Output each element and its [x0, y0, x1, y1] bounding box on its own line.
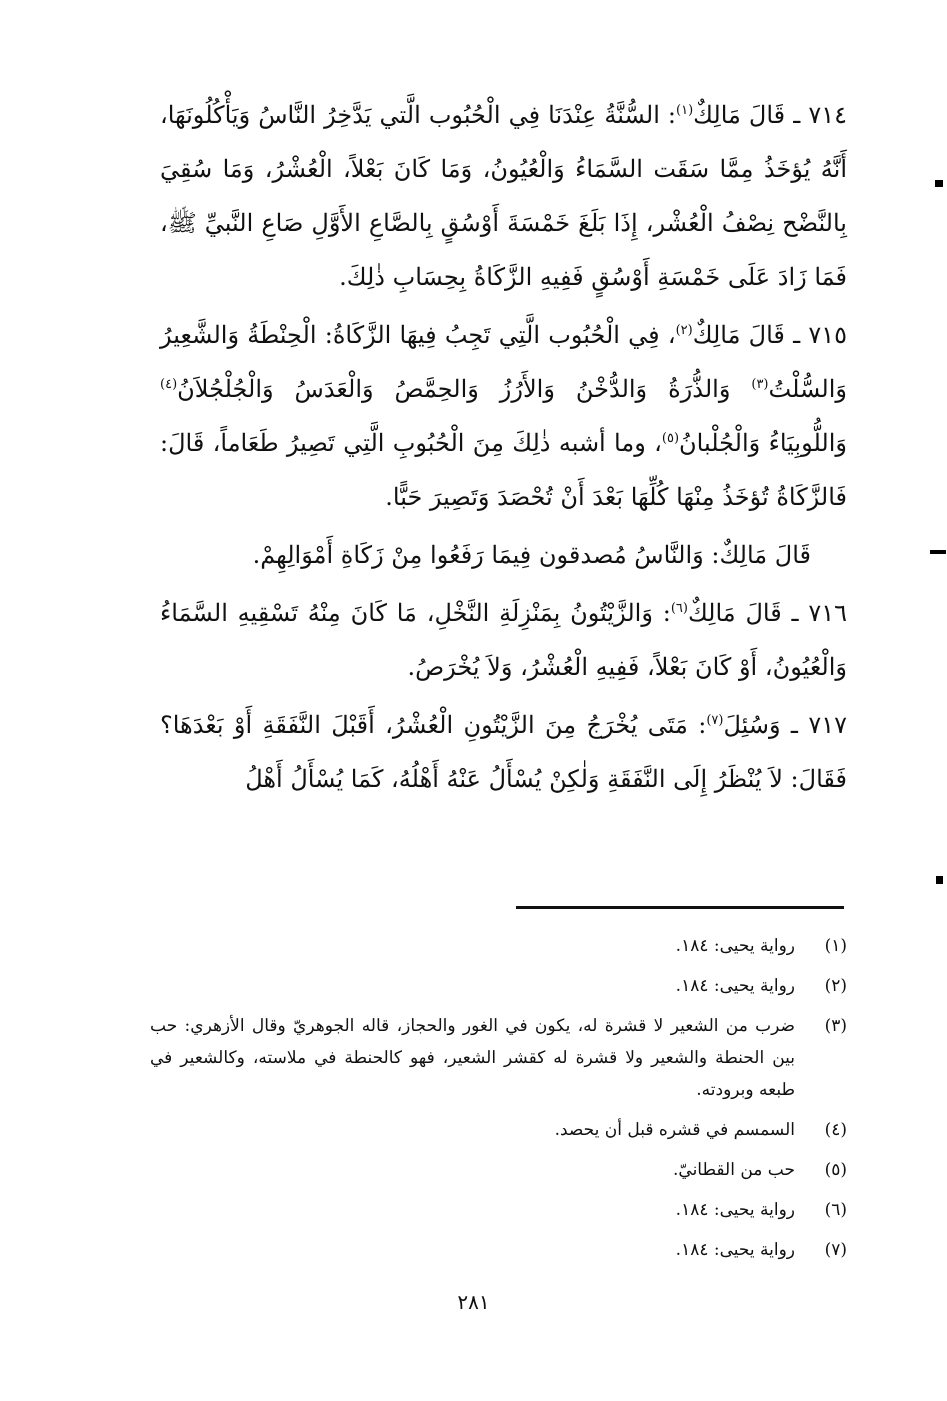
footnote-number: (٦)	[824, 1200, 847, 1220]
footnote-item	[150, 1010, 847, 1106]
paragraph-body: : وَالنَّاسُ مُصدقون فِيمَا رَفَعُوا مِنْ زَكَاةِ أَمْوَالِهِمْ.	[252, 541, 720, 569]
footnote-item	[150, 1194, 847, 1226]
paragraph-separator: ـ	[781, 599, 809, 627]
footnote-item	[150, 930, 847, 962]
footnote-text: رواية يحيى: ١٨٤.	[675, 1240, 795, 1260]
speaker-lead: قَالَ مَالِكٌ	[719, 541, 811, 569]
footnote-number: (١)	[824, 936, 847, 956]
footnote-item	[150, 1154, 847, 1186]
main-text	[160, 88, 847, 810]
speaker-lead: وَسُئِلَ	[723, 711, 781, 739]
footnote-text: حب من القطانيّ.	[673, 1160, 795, 1180]
scan-mark	[930, 550, 946, 554]
paragraph-number: ٧١٥	[808, 321, 847, 349]
paragraph-body: ، وما أشبه ذٰلِكَ مِنَ الْحُبُوبِ الَّتِي تَصِيرُ طَعَاماً، قَالَ: فَالزَّكَاةُ تُؤخَذُ مِنْهَا كُلِّهَا بَعْدَ أَنْ تُحْصَدَ وَتَصِيرَ حَبًّا.	[160, 429, 847, 511]
paragraph-number: ٧١٦	[808, 599, 847, 627]
paragraph-716	[160, 586, 847, 694]
paragraph-body: : السُّنَّةُ عِنْدَنَا فِي الْحُبُوب الَّتي يَدَّخِرُ النَّاسُ وَيَأْكُلُونَهَا، أَنَّهُ يُؤخَذُ مِمَّا سَقَت السَّمَاءُ وَالْعُيُونُ، وَمَا كَانَ بَعْلاً، الْعُشْرُ، وَمَا سُقِيَ بِالنَّضْح نِصْفُ الْعُشْر، إِذَا بَلَغَ خَمْسَةَ أَوْسُقٍ بِالصَّاعِ الأَوَّلِ صَاعِ النَّبيِّ ﷺ، فَمَا زَادَ عَلَى خَمْسَةِ أَوْسُقٍ فَفِيهِ الزَّكَاةُ بِحِسَابِ ذٰلِكَ.	[160, 101, 847, 291]
paragraph-separator: ـ	[780, 711, 809, 739]
footnote-ref: (٦)	[670, 601, 688, 616]
footnote-text: ضرب من الشعير لا قشرة له، يكون في الغور والحجاز، قاله الجوهريّ وقال الأزهري: حب بين الحنطة والشعير ولا قشرة له كقشر الشعير، فهو كالحنطة في ملاسته، وكالشعير في طبعه وبرودته.	[150, 1016, 795, 1100]
footnote-text: رواية يحيى: ١٨٤.	[675, 936, 795, 956]
footnote-number: (٣)	[824, 1016, 847, 1036]
paragraph-number: ٧١٧	[808, 711, 847, 739]
footnote-text: السمسم في قشره قبل أن يحصد.	[554, 1120, 795, 1140]
paragraph-separator: ـ	[784, 321, 809, 349]
paragraph-body: : مَتَى يُخْرَجُ مِنَ الزَّيْتُونِ الْعُشْرُ، أَقَبْلَ النَّفَقَةِ أَوْ بَعْدَهَا؟ فَقَالَ: لاَ يُنْظَرُ إِلَى النَّفَقَةِ وَلٰكِنْ يُسْأَلُ عَنْهُ أَهْلُهُ، كَمَا يُسْأَلُ أَهْلُ	[160, 711, 847, 793]
paragraph-717	[160, 698, 847, 806]
paragraph-715	[160, 308, 847, 524]
footnote-ref: (٢)	[675, 323, 693, 338]
paragraph-714	[160, 88, 847, 304]
speaker-lead: قَالَ مَالِكٌ	[692, 321, 785, 349]
scan-mark	[936, 876, 943, 884]
paragraph-body: وَالذُّرَةُ وَالدُّخْنُ وَالأَرُزُ وَالحِمَّصُ وَالْعَدَسُ وَالْجُلْجُلاَنُ	[177, 375, 752, 403]
footnote-item	[150, 1114, 847, 1146]
paragraph-body: وَاللُّوبِيَاءُ وَالْجُلْبانُ	[679, 429, 848, 457]
paragraph-separator: ـ	[785, 101, 809, 129]
paragraph-body: ، فِي الْحُبُوب الَّتِي تَجِبُ فِيهَا الزَّكَاةُ: الْحِنْطَةُ وَالشَّعِيرُ وَالسُّلْتُ	[160, 321, 847, 403]
page-number: ٢٨١	[457, 1290, 490, 1314]
footnote-ref: (١)	[676, 103, 694, 118]
paragraph-number: ٧١٤	[808, 101, 847, 129]
footnote-number: (٢)	[824, 976, 847, 996]
paragraph-malik-note	[160, 528, 847, 582]
footnote-text: رواية يحيى: ١٨٤.	[675, 976, 795, 996]
footnote-item	[150, 970, 847, 1002]
footnote-number: (٤)	[824, 1120, 847, 1140]
speaker-lead: قَالَ مَالِكٌ	[687, 599, 782, 627]
footnote-ref: (٧)	[706, 713, 724, 728]
footnote-number: (٧)	[824, 1240, 847, 1260]
scan-mark	[935, 180, 943, 187]
footnote-item	[150, 1234, 847, 1266]
footnote-ref: (٣)	[751, 377, 769, 392]
footnote-divider	[516, 906, 844, 909]
footnote-ref: (٤)	[160, 377, 178, 392]
footnote-number: (٥)	[824, 1160, 847, 1180]
footnote-ref: (٥)	[661, 431, 680, 446]
speaker-lead: قَالَ مَالِكٌ	[693, 101, 786, 129]
footnotes	[150, 930, 847, 1274]
footnote-text: رواية يحيى: ١٨٤.	[675, 1200, 795, 1220]
paragraph-body: : وَالزَّيْتُونُ بِمَنْزِلَةِ النَّخْلِ، مَا كَانَ مِنْهُ تَسْقِيهِ السَّمَاءُ وَالْعُيُونُ، أَوْ كَانَ بَعْلاً، فَفِيهِ الْعُشْرُ، وَلاَ يُخْرَصُ.	[160, 599, 847, 681]
